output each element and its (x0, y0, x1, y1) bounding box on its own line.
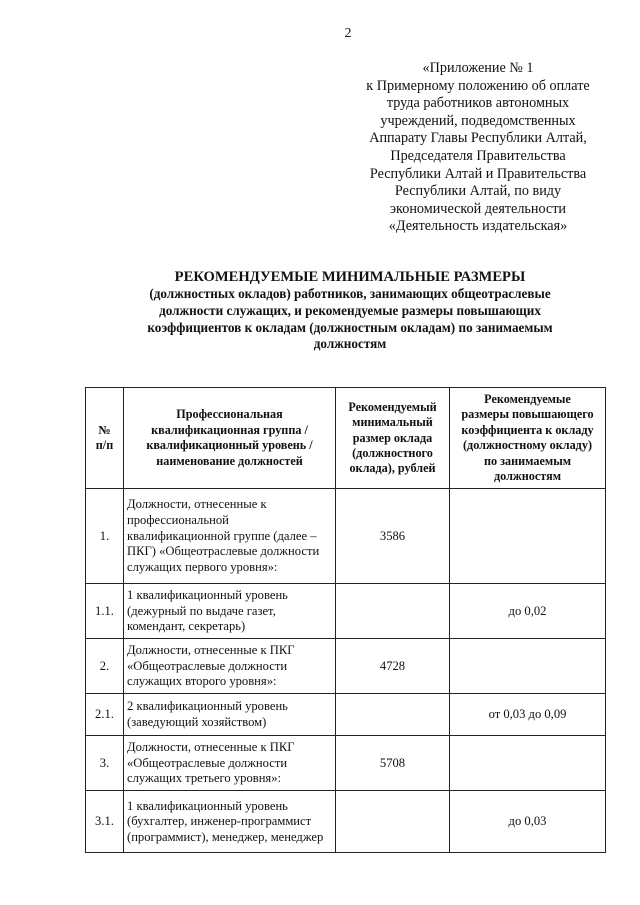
appendix-line: Аппарату Главы Республики Алтай, (369, 130, 587, 147)
row-number: 1. (86, 489, 124, 584)
subtitle-line: (должностных окладов) работников, занимающих общеотраслевые (149, 286, 551, 301)
subtitle-line: должностям (313, 336, 387, 352)
header-num: № п/п (86, 388, 124, 489)
subtitle-line: коэффициентов к окладам (должностным окладам) по занимаемым (147, 319, 553, 335)
header-coefficient: Рекомендуемые размеры повышающего коэффициента к окладу (должностному окладу) по занимаемым должностям (450, 388, 606, 489)
table-row (86, 489, 606, 584)
table-row (86, 639, 606, 694)
page-number: 2 (344, 26, 352, 41)
row-salary (336, 791, 450, 853)
salary-table (85, 387, 606, 853)
row-coefficient: до 0,03 (450, 791, 606, 853)
row-position: 1 квалификационный уровень (дежурный по выдаче газет, комендант, секретарь) (124, 584, 336, 639)
row-position: Должности, отнесенные к профессиональной квалификационной группе (далее – ПКГ) «Общеотраслевые должности служащих первого уровня»: (124, 489, 336, 584)
document-title: РЕКОМЕНДУЕМЫЕ МИНИМАЛЬНЫЕ РАЗМЕРЫ (174, 269, 526, 285)
row-coefficient (450, 489, 606, 584)
document-heading (90, 268, 610, 353)
row-position: Должности, отнесенные к ПКГ «Общеотраслевые должности служащих третьего уровня»: (124, 736, 336, 791)
row-number: 2. (86, 639, 124, 694)
appendix-line: Республики Алтай и Правительства (369, 165, 587, 182)
table-row (86, 584, 606, 639)
appendix-line: «Деятельность издательская» (388, 218, 568, 235)
appendix-line: Председателя Правительства (390, 147, 566, 164)
row-position: 2 квалификационный уровень (заведующий хозяйством) (124, 694, 336, 736)
appendix-line: Республики Алтай, по виду (394, 183, 562, 200)
row-number: 2.1. (86, 694, 124, 736)
header-salary: Рекомендуемый минимальный размер оклада (должностного оклада), рублей (336, 388, 450, 489)
row-number: 1.1. (86, 584, 124, 639)
row-number: 3.1. (86, 791, 124, 853)
row-salary (336, 584, 450, 639)
header-group: Профессиональная квалификационная группа / квалификационный уровень / наименование должностей (124, 388, 336, 489)
row-salary: 3586 (336, 489, 450, 584)
appendix-line: «Приложение № 1 (422, 60, 534, 76)
row-salary: 5708 (336, 736, 450, 791)
table-row (86, 791, 606, 853)
document-subtitle (90, 286, 610, 353)
table-row (86, 694, 606, 736)
appendix-reference (330, 60, 626, 236)
appendix-line: к Примерному положению об оплате (366, 77, 590, 94)
appendix-line: экономической деятельности (389, 200, 567, 217)
row-coefficient (450, 639, 606, 694)
table-row (86, 736, 606, 791)
appendix-line: труда работников автономных (386, 95, 570, 112)
appendix-line: учреждений, подведомственных (380, 112, 576, 129)
row-salary (336, 694, 450, 736)
row-coefficient: до 0,02 (450, 584, 606, 639)
row-position: 1 квалификационный уровень (бухгалтер, инженер-программист (программист), менеджер, менеджер (124, 791, 336, 853)
table-header-row (86, 388, 606, 489)
row-number: 3. (86, 736, 124, 791)
subtitle-line: должности служащих, и рекомендуемые размеры повышающих (159, 302, 541, 318)
row-coefficient: от 0,03 до 0,09 (450, 694, 606, 736)
row-position: Должности, отнесенные к ПКГ «Общеотраслевые должности служащих второго уровня»: (124, 639, 336, 694)
row-salary: 4728 (336, 639, 450, 694)
row-coefficient (450, 736, 606, 791)
